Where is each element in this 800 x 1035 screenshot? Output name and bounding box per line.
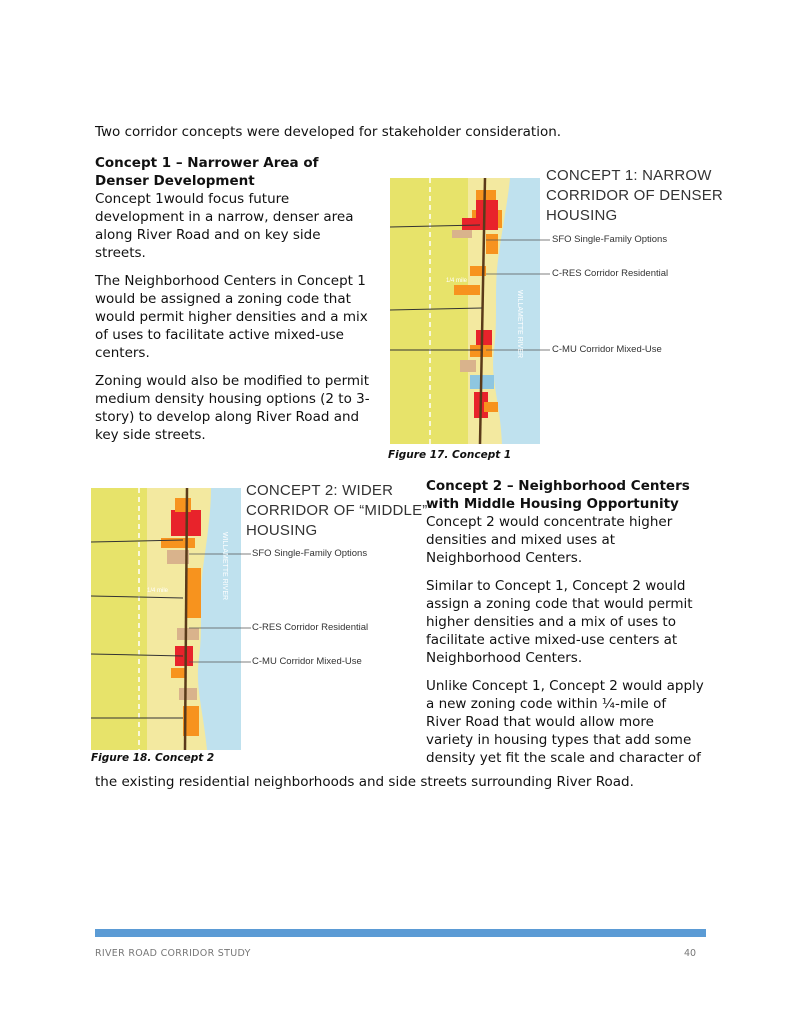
concept1-paragraph: Concept 1would focus future development in a narrow, denser area along River Road and on key side streets. — [95, 191, 354, 261]
figure18-title: CONCEPT 2: WIDER CORRIDOR OF “MIDDLE” HOUSING — [246, 482, 428, 539]
intro-text: Two corridor concepts were developed for stakeholder consideration. — [95, 124, 562, 140]
footer-bar — [95, 929, 706, 937]
figure18-label-sfo: SFO Single-Family Options — [252, 548, 368, 559]
concept2-tail-text: the existing residential neighborhoods and side streets surrounding River Road. — [95, 774, 634, 790]
figure18-label-cres: C-RES Corridor Residential — [252, 622, 369, 633]
concept1-section — [95, 154, 370, 454]
figure17-title: CONCEPT 1: NARROW CORRIDOR OF DENSER HOUSING — [546, 167, 723, 224]
scale-label: 1/4 mile — [147, 588, 169, 594]
figure18-label-cmu: C-MU Corridor Mixed-Use — [252, 656, 362, 667]
concept2-section — [426, 477, 704, 777]
footer-title: RIVER ROAD CORRIDOR STUDY — [95, 948, 251, 959]
figure17-label-sfo: SFO Single-Family Options — [552, 234, 668, 245]
figure17-label-cmu: C-MU Corridor Mixed-Use — [552, 344, 662, 355]
concept1-paragraph: The Neighborhood Centers in Concept 1 would be assigned a zoning code that would permit higher densities and a mix of uses to facilitate active mixed-use centers. — [95, 273, 368, 361]
river-label: WILLAMETTE RIVER — [516, 290, 523, 359]
concept1-heading: Concept 1 – Narrower Area of Denser Development — [95, 155, 319, 189]
concept2-heading: Concept 2 – Neighborhood Centers with Middle Housing Opportunity — [426, 478, 690, 512]
concept2-paragraph: Similar to Concept 1, Concept 2 would assign a zoning code that would permit higher densities and a mix of uses to facilitate active mixed-use centers at Neighborhood Centers. — [426, 578, 693, 666]
figure17-label-cres: C-RES Corridor Residential — [552, 268, 669, 279]
scale-label: 1/4 mile — [446, 278, 468, 284]
figure17-caption: Figure 17. Concept 1 — [388, 449, 512, 461]
concept2-paragraph: Concept 2 would concentrate higher densities and mixed uses at Neighborhood Centers. — [426, 514, 673, 566]
river-label: WILLAMETTE RIVER — [221, 532, 228, 601]
concept2-paragraph: Unlike Concept 1, Concept 2 would apply a new zoning code within ¼-mile of River Road that would allow more variety in housing types that add some density yet fit the scale and character of — [426, 678, 704, 766]
page-number: 40 — [684, 948, 697, 959]
figure18-caption: Figure 18. Concept 2 — [91, 752, 215, 764]
concept1-paragraph: Zoning would also be modified to permit medium density housing options (2 to 3-story) to develop along River Road and key side streets. — [95, 373, 370, 443]
